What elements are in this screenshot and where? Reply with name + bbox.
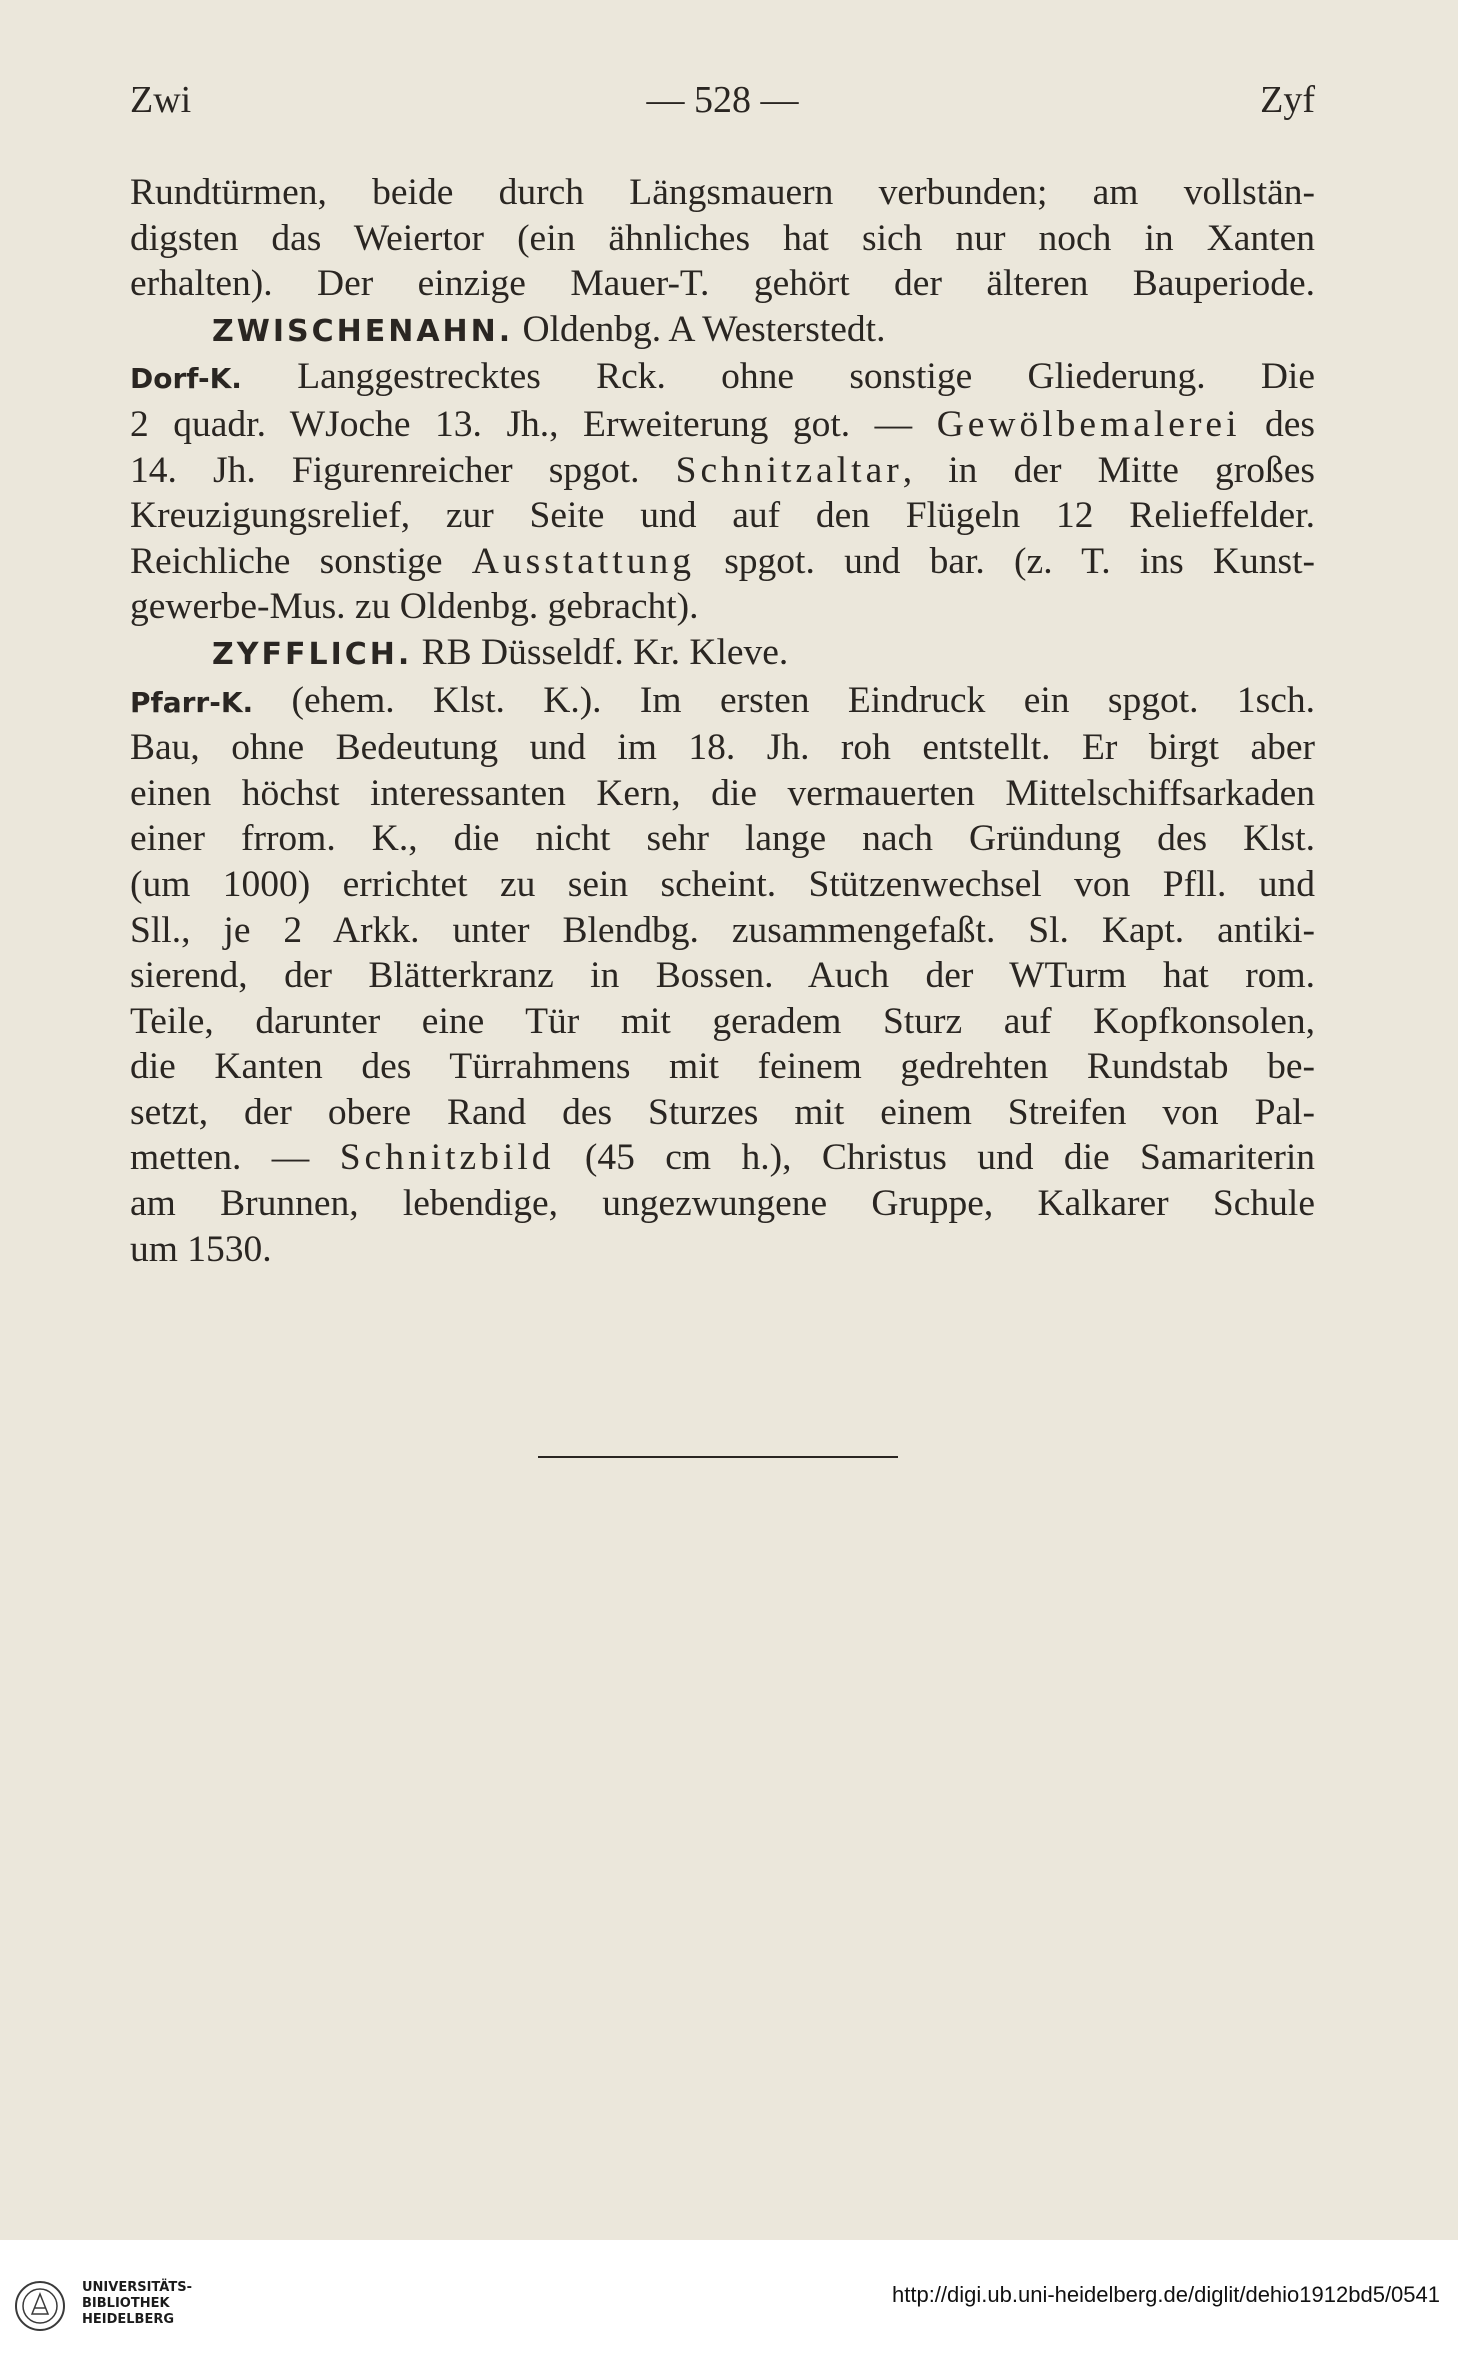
text-run: spgot. und bar. (z. T. ins Kunst- <box>694 540 1315 582</box>
text-line: Teile, darunter eine Tür mit geradem Sturz auf Kopfkonsolen, <box>130 1000 1315 1042</box>
entry-heading-zwischenahn <box>130 307 1315 355</box>
page-body-text <box>130 170 1315 1272</box>
text-line: Bau, ohne Bedeutung und im 18. Jh. roh entstellt. Er birgt aber <box>130 727 1315 769</box>
logo-line: UNIVERSITÄTS- <box>82 2280 192 2295</box>
text-line <box>130 354 1315 402</box>
text-line: am Brunnen, lebendige, ungezwungene Gruppe, Kalkarer Schule <box>130 1183 1315 1225</box>
text-line <box>130 402 1315 448</box>
text-run: , in der Mitte großes <box>902 449 1315 491</box>
text-line: erhalten). Der einzige Mauer-T. gehört der älteren Bauperiode. <box>130 263 1315 305</box>
text-line: Rundtürmen, beide durch Längsmauern verbunden; am vollstän- <box>130 172 1315 213</box>
text-line <box>130 448 1315 494</box>
university-seal-icon <box>12 2278 68 2334</box>
text-line: setzt, der obere Rand des Sturzes mit einem Streifen von Pal- <box>130 1091 1315 1133</box>
spaced-term: Schnitzbild <box>339 1137 555 1179</box>
text-run: des <box>1240 403 1315 445</box>
text-line <box>130 1135 1315 1181</box>
text-run: 2 quadr. WJoche 13. Jh., Erweiterung got. — <box>130 403 937 445</box>
text-line <box>130 539 1315 585</box>
spaced-term: Gewölbemalerei <box>936 403 1241 445</box>
entry-location: RB Düsseldf. Kr. Kleve. <box>412 631 789 673</box>
section-end-rule <box>538 1456 898 1458</box>
text-run: 14. Jh. Figurenreicher spgot. <box>130 449 676 491</box>
text-run: metten. — <box>130 1137 340 1179</box>
permalink-url[interactable]: http://digi.ub.uni-heidelberg.de/diglit/dehio1912bd5/0541 <box>892 2282 1440 2307</box>
entry-location: Oldenbg. A Westerstedt. <box>513 308 886 350</box>
building-label: Pfarr-K. <box>130 685 254 719</box>
text-line: gewerbe-Mus. zu Oldenbg. gebracht). <box>130 586 699 628</box>
text-line: Sll., je 2 Arkk. unter Blendbg. zusammengefaßt. Sl. Kapt. antiki- <box>130 909 1315 951</box>
page-number: — 528 — <box>646 79 799 121</box>
text-line <box>130 678 1315 726</box>
entry-place-name: ZYFFLICH. <box>212 636 413 672</box>
header-right-keyword: Zyf <box>1260 79 1315 121</box>
spaced-term: Schnitzaltar <box>675 449 903 491</box>
logo-line: HEIDELBERG <box>82 2312 175 2327</box>
text-run: Langgestrecktes Rck. ohne sonstige Gliederung. Die <box>241 356 1315 398</box>
building-label: Dorf-K. <box>130 362 242 396</box>
running-header <box>130 78 1315 138</box>
logo-line: BIBLIOTHEK <box>82 2296 170 2311</box>
text-line: einer frrom. K., die nicht sehr lange nach Gründung des Klst. <box>130 818 1315 860</box>
entry-heading-zyfflich <box>130 630 1315 678</box>
library-logo-text <box>82 2280 192 2328</box>
spaced-term: Ausstattung <box>471 540 695 582</box>
library-footer <box>0 2240 1458 2374</box>
text-line: Kreuzigungsrelief, zur Seite und auf den Flügeln 12 Relieffelder. <box>130 495 1315 537</box>
text-line: (um 1000) errichtet zu sein scheint. Stützenwechsel von Pfll. und <box>130 863 1315 905</box>
text-line: digsten das Weiertor (ein ähnliches hat sich nur noch in Xanten <box>130 217 1315 259</box>
text-line: einen höchst interessanten Kern, die vermauerten Mittelschiffsarkaden <box>130 772 1315 814</box>
text-run: (ehem. Klst. K.). Im ersten Eindruck ein spgot. 1sch. <box>253 679 1315 721</box>
text-line: die Kanten des Türrahmens mit feinem gedrehten Rundstab be- <box>130 1046 1315 1088</box>
entry-place-name: ZWISCHENAHN. <box>212 313 514 349</box>
text-run: (45 cm h.), Christus und die Samariterin <box>554 1137 1315 1179</box>
text-line: sierend, der Blätterkranz in Bossen. Auch der WTurm hat rom. <box>130 955 1315 997</box>
text-line: um 1530. <box>130 1228 272 1270</box>
text-run: Reichliche sonstige <box>130 540 472 582</box>
header-left-keyword: Zwi <box>130 79 192 121</box>
